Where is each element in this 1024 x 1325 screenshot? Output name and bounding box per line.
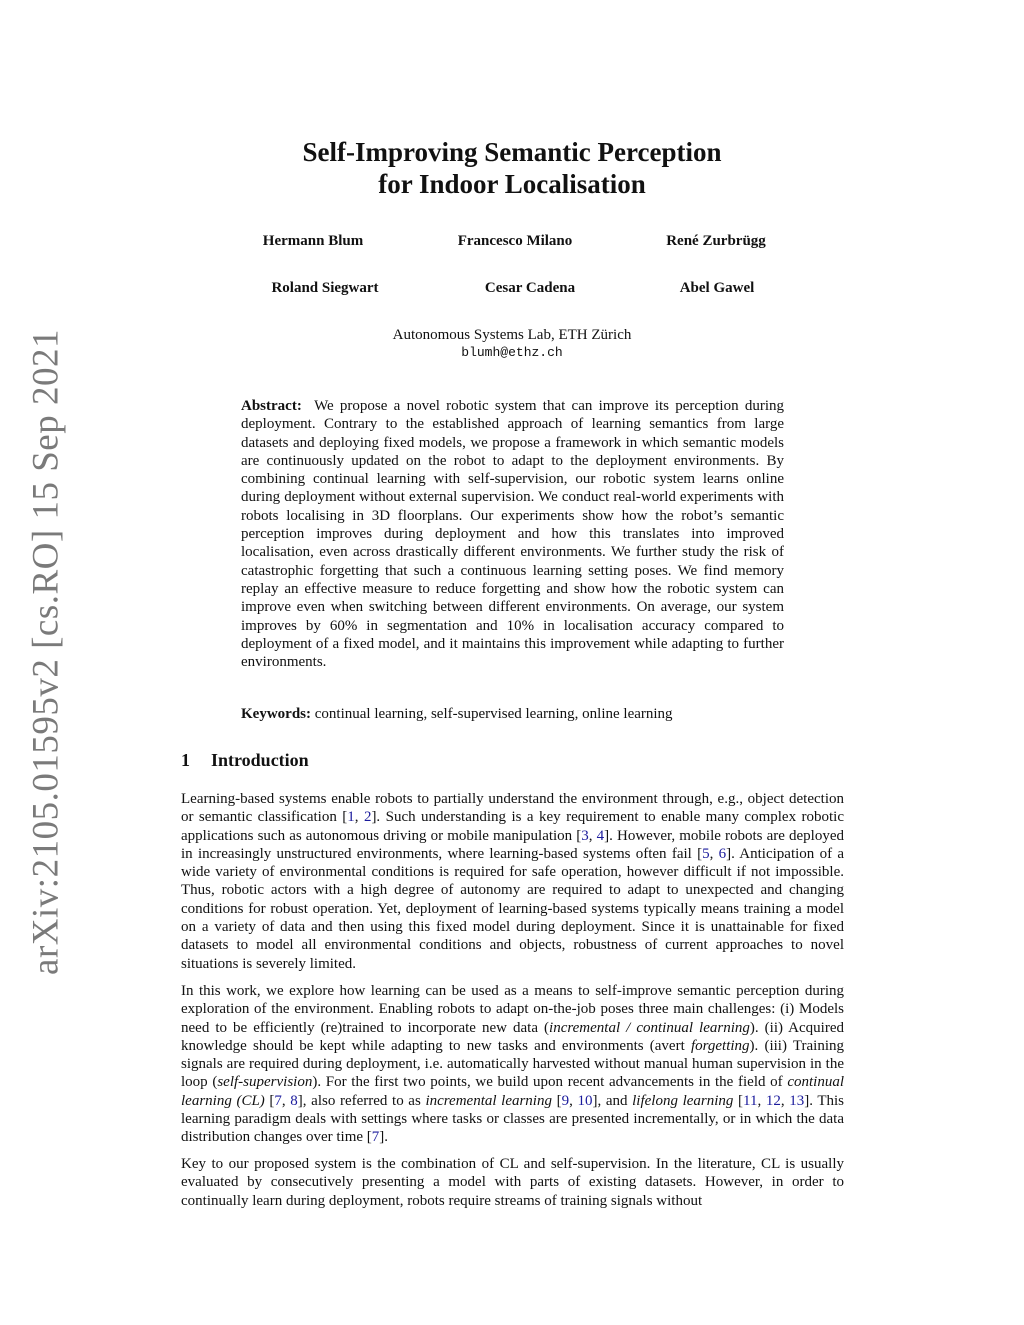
paper-title-line-1: Self-Improving Semantic Perception bbox=[302, 137, 722, 167]
emphasis: self-supervision bbox=[217, 1074, 313, 1091]
citation-link[interactable]: 7 bbox=[274, 1092, 282, 1109]
author-3: René Zurbrügg bbox=[666, 233, 766, 249]
author-5: Cesar Cadena bbox=[484, 280, 576, 296]
abstract-text: We propose a novel robotic system that can improve its perception during deployment. Contrary to the established approach of learning semantics from large datasets and deploying fixed models, we propose a framework in which semantic models are continuously updated on the robot to adapt to the deployment environments. By combining continual learning with self-supervision, our robotic system learns online during deployment without external supervision. We conduct real-world experiments with robots localising in 3D floorplans. Our experiments show how the robot’s semantic perception improves during deployment and how this translates into improved localisation, even across drastically different environments. We further study the risk of catastrophic forgetting that such a continuous learning setting poses. We find memory replay an effective measure to reduce forgetting and show how the robotic system can improve even when switching between different environments. On average, our system improves by 60% in segmentation and 10% in localisation accuracy compared to deployment of a fixed model, and it maintains this improvement while adapting to further environments. bbox=[241, 398, 784, 671]
emphasis: incremental learning bbox=[425, 1092, 552, 1109]
emphasis: lifelong learning bbox=[632, 1092, 734, 1109]
text-run: ]. This learning paradigm deals with settings where tasks or classes are presented incrementally, or in which the data distribution changes over time [ bbox=[181, 1092, 845, 1146]
text-run: ). (ii) Acquired knowledge should be kept while adapting to new tasks and environments (avert bbox=[181, 1019, 844, 1054]
text-run: , bbox=[354, 809, 364, 826]
citation-link[interactable]: 9 bbox=[561, 1092, 570, 1109]
citation-link[interactable]: 5 bbox=[702, 845, 710, 862]
arxiv-identifier: arXiv:2105.01595v2 [cs.RO] 15 Sep 2021 bbox=[25, 329, 67, 975]
contact-email[interactable]: blumh@ethz.ch bbox=[461, 345, 563, 360]
paper-title-line-2: for Indoor Localisation bbox=[378, 169, 646, 199]
text-run: Learning-based systems enable robots to partially understand the environment through, e.g., object detection or semantic classification [ bbox=[181, 791, 844, 826]
text-run: ). (iii) Training signals are required during deployment, i.e. automatically harvested without manual human supervision in the loop ( bbox=[181, 1037, 845, 1091]
citation-link[interactable]: 2 bbox=[363, 809, 372, 826]
section-number: 1 bbox=[181, 750, 190, 770]
text-run: , bbox=[780, 1092, 790, 1109]
intro-paragraph-1 bbox=[181, 790, 844, 973]
text-run: , bbox=[757, 1092, 766, 1109]
emphasis: incremental / continual learning bbox=[549, 1019, 750, 1036]
author-2: Francesco Milano bbox=[457, 233, 573, 249]
intro-paragraph-3: Key to our proposed system is the combination of CL and self-supervision. In the literature, CL is usually evaluated by consecutively presenting a model with parts of existing datasets. However, in order to continually learn during deployment, robots require streams of training signals without bbox=[181, 1156, 844, 1209]
citation-link[interactable]: 4 bbox=[596, 827, 605, 844]
author-1: Hermann Blum bbox=[262, 233, 364, 249]
affiliation: Autonomous Systems Lab, ETH Zürich bbox=[392, 327, 632, 343]
text-run: , bbox=[281, 1092, 291, 1109]
text-run: , bbox=[569, 1092, 578, 1109]
emphasis: forgetting bbox=[690, 1037, 750, 1054]
text-run: ]. Anticipation of a wide variety of environmental conditions is required for safe operation, however difficult if not impossible. Thus, robotic actors with a high degree of autonomy are required to adapt to unexpected and changing conditions for robust operation. Yet, deployment of learning-based systems typically means training a model on a variety of data and then using this fixed model during deployment. Since it is unattainable for fixed datasets to model all environmental conditions and objects, robustness of current approaches to novel situations is severely limited. bbox=[181, 845, 844, 972]
keywords-label: Keywords: bbox=[241, 706, 311, 722]
text-run: In this work, we explore how learning can be used as a means to self-improve semantic perception during exploration of the environment. Enabling robots to adapt on-the-job poses three main challenges: (i) Models need to be efficiently (re)trained to incorporate new data ( bbox=[181, 983, 844, 1036]
text-run: ], also referred to as bbox=[297, 1092, 426, 1109]
citation-link[interactable]: 8 bbox=[290, 1092, 298, 1109]
citation-link[interactable]: 3 bbox=[581, 827, 589, 844]
text-run: [ bbox=[551, 1092, 562, 1109]
text-run: ]. However, mobile robots are deployed in increasingly unstructured environments, where learning-based systems often fail [ bbox=[181, 827, 845, 862]
citation-link[interactable]: 6 bbox=[718, 845, 727, 862]
citation-link[interactable]: 7 bbox=[371, 1129, 380, 1146]
section-heading-introduction bbox=[181, 749, 309, 771]
keywords bbox=[241, 705, 784, 723]
author-4: Roland Siegwart bbox=[271, 280, 379, 296]
text-run: ]. Such understanding is a key requirement to enable many complex robotic applications such as autonomous driving or mobile manipulation [ bbox=[181, 809, 844, 844]
text-run: ], and bbox=[592, 1092, 633, 1109]
text-run: ). For the first two points, we build upon recent advancements in the field of bbox=[312, 1074, 788, 1091]
abstract-label: Abstract: bbox=[241, 398, 302, 414]
author-6: Abel Gawel bbox=[679, 280, 755, 296]
citation-link[interactable]: 12 bbox=[765, 1092, 781, 1109]
citation-link[interactable]: 1 bbox=[347, 809, 355, 826]
citation-link[interactable]: 13 bbox=[789, 1092, 805, 1109]
text-run: , bbox=[588, 827, 597, 844]
keywords-text: continual learning, self-supervised learning, online learning bbox=[314, 706, 673, 722]
abstract bbox=[241, 397, 784, 671]
intro-paragraph-2 bbox=[181, 982, 844, 1147]
text-run: , bbox=[709, 845, 719, 862]
emphasis: continual learning (CL) bbox=[181, 1074, 844, 1109]
citation-link[interactable]: 11 bbox=[743, 1092, 758, 1109]
text-run: ]. bbox=[379, 1129, 389, 1146]
text-run: [ bbox=[733, 1092, 744, 1109]
citation-link[interactable]: 10 bbox=[577, 1092, 593, 1109]
text-run: [ bbox=[264, 1092, 275, 1109]
section-title: Introduction bbox=[211, 750, 309, 770]
